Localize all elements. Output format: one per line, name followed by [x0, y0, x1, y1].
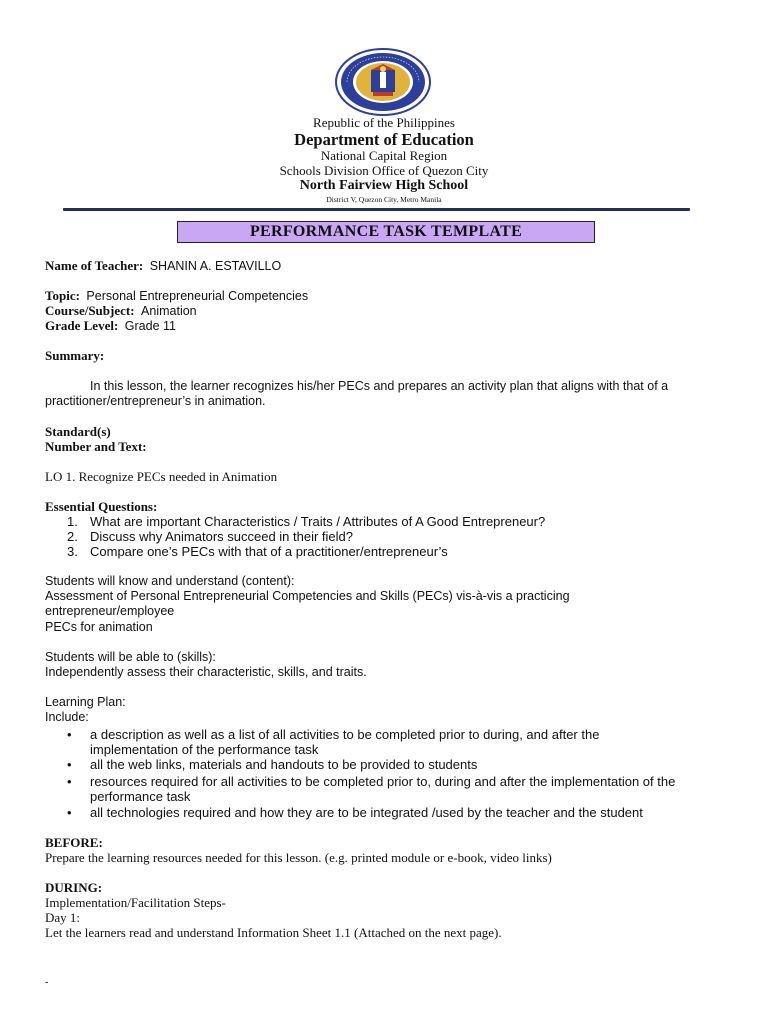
question-number: 3.: [67, 544, 78, 559]
department-title: Department of Education: [294, 130, 474, 149]
school-address: District V, Quezon City, Metro Manila: [326, 195, 442, 204]
document-title: PERFORMANCE TASK TEMPLATE: [177, 221, 595, 243]
know-line-2: entrepreneur/employee: [45, 604, 175, 618]
bullet-icon: •: [67, 774, 72, 789]
skills-heading: Students will be able to (skills):: [45, 650, 216, 664]
teacher-name: SHANIN A. ESTAVILLO: [149, 259, 282, 273]
topic-value: Personal Entrepreneurial Competencies: [86, 289, 309, 303]
region-text: National Capital Region: [320, 148, 448, 163]
learning-plan-heading: Learning Plan:: [45, 695, 126, 709]
before-heading: BEFORE:: [45, 835, 103, 850]
footer-mark: -: [45, 977, 49, 988]
item-text: performance task: [90, 789, 191, 804]
question-item: [67, 529, 353, 544]
topic-label: Topic:: [45, 288, 80, 303]
item-text: all technologies required and how they are to be integrated /used by the teacher and the student: [90, 805, 643, 820]
number-text-heading: Number and Text:: [45, 439, 147, 454]
question-text: Compare one’s PECs with that of a practitioner/entrepreneur’s: [90, 544, 448, 559]
include-label: Include:: [45, 710, 89, 724]
learning-outcome: LO 1. Recognize PECs needed in Animation: [45, 469, 278, 484]
standards-heading: Standard(s): [45, 424, 111, 439]
item-text: implementation of the performance task: [90, 742, 319, 757]
question-text: Discuss why Animators succeed in their field?: [90, 529, 354, 544]
course-label: Course/Subject:: [45, 303, 135, 318]
question-text: What are important Characteristics / Traits / Attributes of A Good Entrepreneur?: [90, 514, 546, 529]
know-heading: Students will know and understand (content):: [45, 574, 295, 588]
skills-line-1: Independently assess their characteristic, skills, and traits.: [45, 665, 367, 679]
essential-questions-heading: Essential Questions:: [45, 499, 158, 514]
summary-line-1: In this lesson, the learner recognizes his/her PECs and prepares an activity plan that aligns with that of a: [90, 379, 669, 393]
grade-value: Grade 11: [124, 319, 176, 333]
summary-heading: Summary:: [45, 348, 105, 363]
grade-row: [45, 318, 176, 334]
course-row: [45, 303, 197, 319]
course-value: Animation: [141, 304, 197, 318]
item-text: resources required for all activities to be completed prior to, during and after the implementation of the: [90, 774, 676, 789]
item-text: a description as well as a list of all activities to be completed prior to during, and after the: [90, 727, 600, 742]
topic-row: [45, 288, 308, 304]
header-divider: [63, 208, 690, 211]
during-line-3: Let the learners read and understand Information Sheet 1.1 (Attached on the next page).: [45, 925, 502, 940]
summary-line-2: practitioner/entrepreneur’s in animation.: [45, 394, 266, 408]
bullet-icon: •: [67, 805, 72, 820]
school-name: North Fairview High School: [299, 178, 469, 193]
teacher-row: [45, 258, 281, 274]
know-line-1: Assessment of Personal Entrepreneurial Competencies and Skills (PECs) vis-à-vis a practicing: [45, 589, 570, 603]
division-text: Schools Division Office of Quezon City: [279, 163, 489, 178]
know-line-3: PECs for animation: [45, 620, 153, 634]
during-line-1: Implementation/Facilitation Steps-: [45, 895, 226, 910]
question-number: 1.: [67, 514, 78, 529]
question-number: 2.: [67, 529, 78, 544]
before-text: Prepare the learning resources needed for this lesson. (e.g. printed module or e-book, video links): [45, 850, 552, 865]
republic-text: Republic of the Philippines: [313, 115, 455, 130]
question-item: [67, 544, 448, 559]
deped-seal-logo: [333, 48, 433, 116]
bullet-icon: •: [67, 757, 72, 772]
grade-label: Grade Level:: [45, 318, 119, 333]
during-line-2: Day 1:: [45, 910, 81, 925]
during-heading: DURING:: [45, 880, 103, 895]
item-text: all the web links, materials and handouts to be provided to students: [90, 757, 478, 772]
teacher-label: Name of Teacher:: [45, 258, 144, 273]
bullet-icon: •: [67, 727, 72, 742]
question-item: [67, 514, 545, 529]
